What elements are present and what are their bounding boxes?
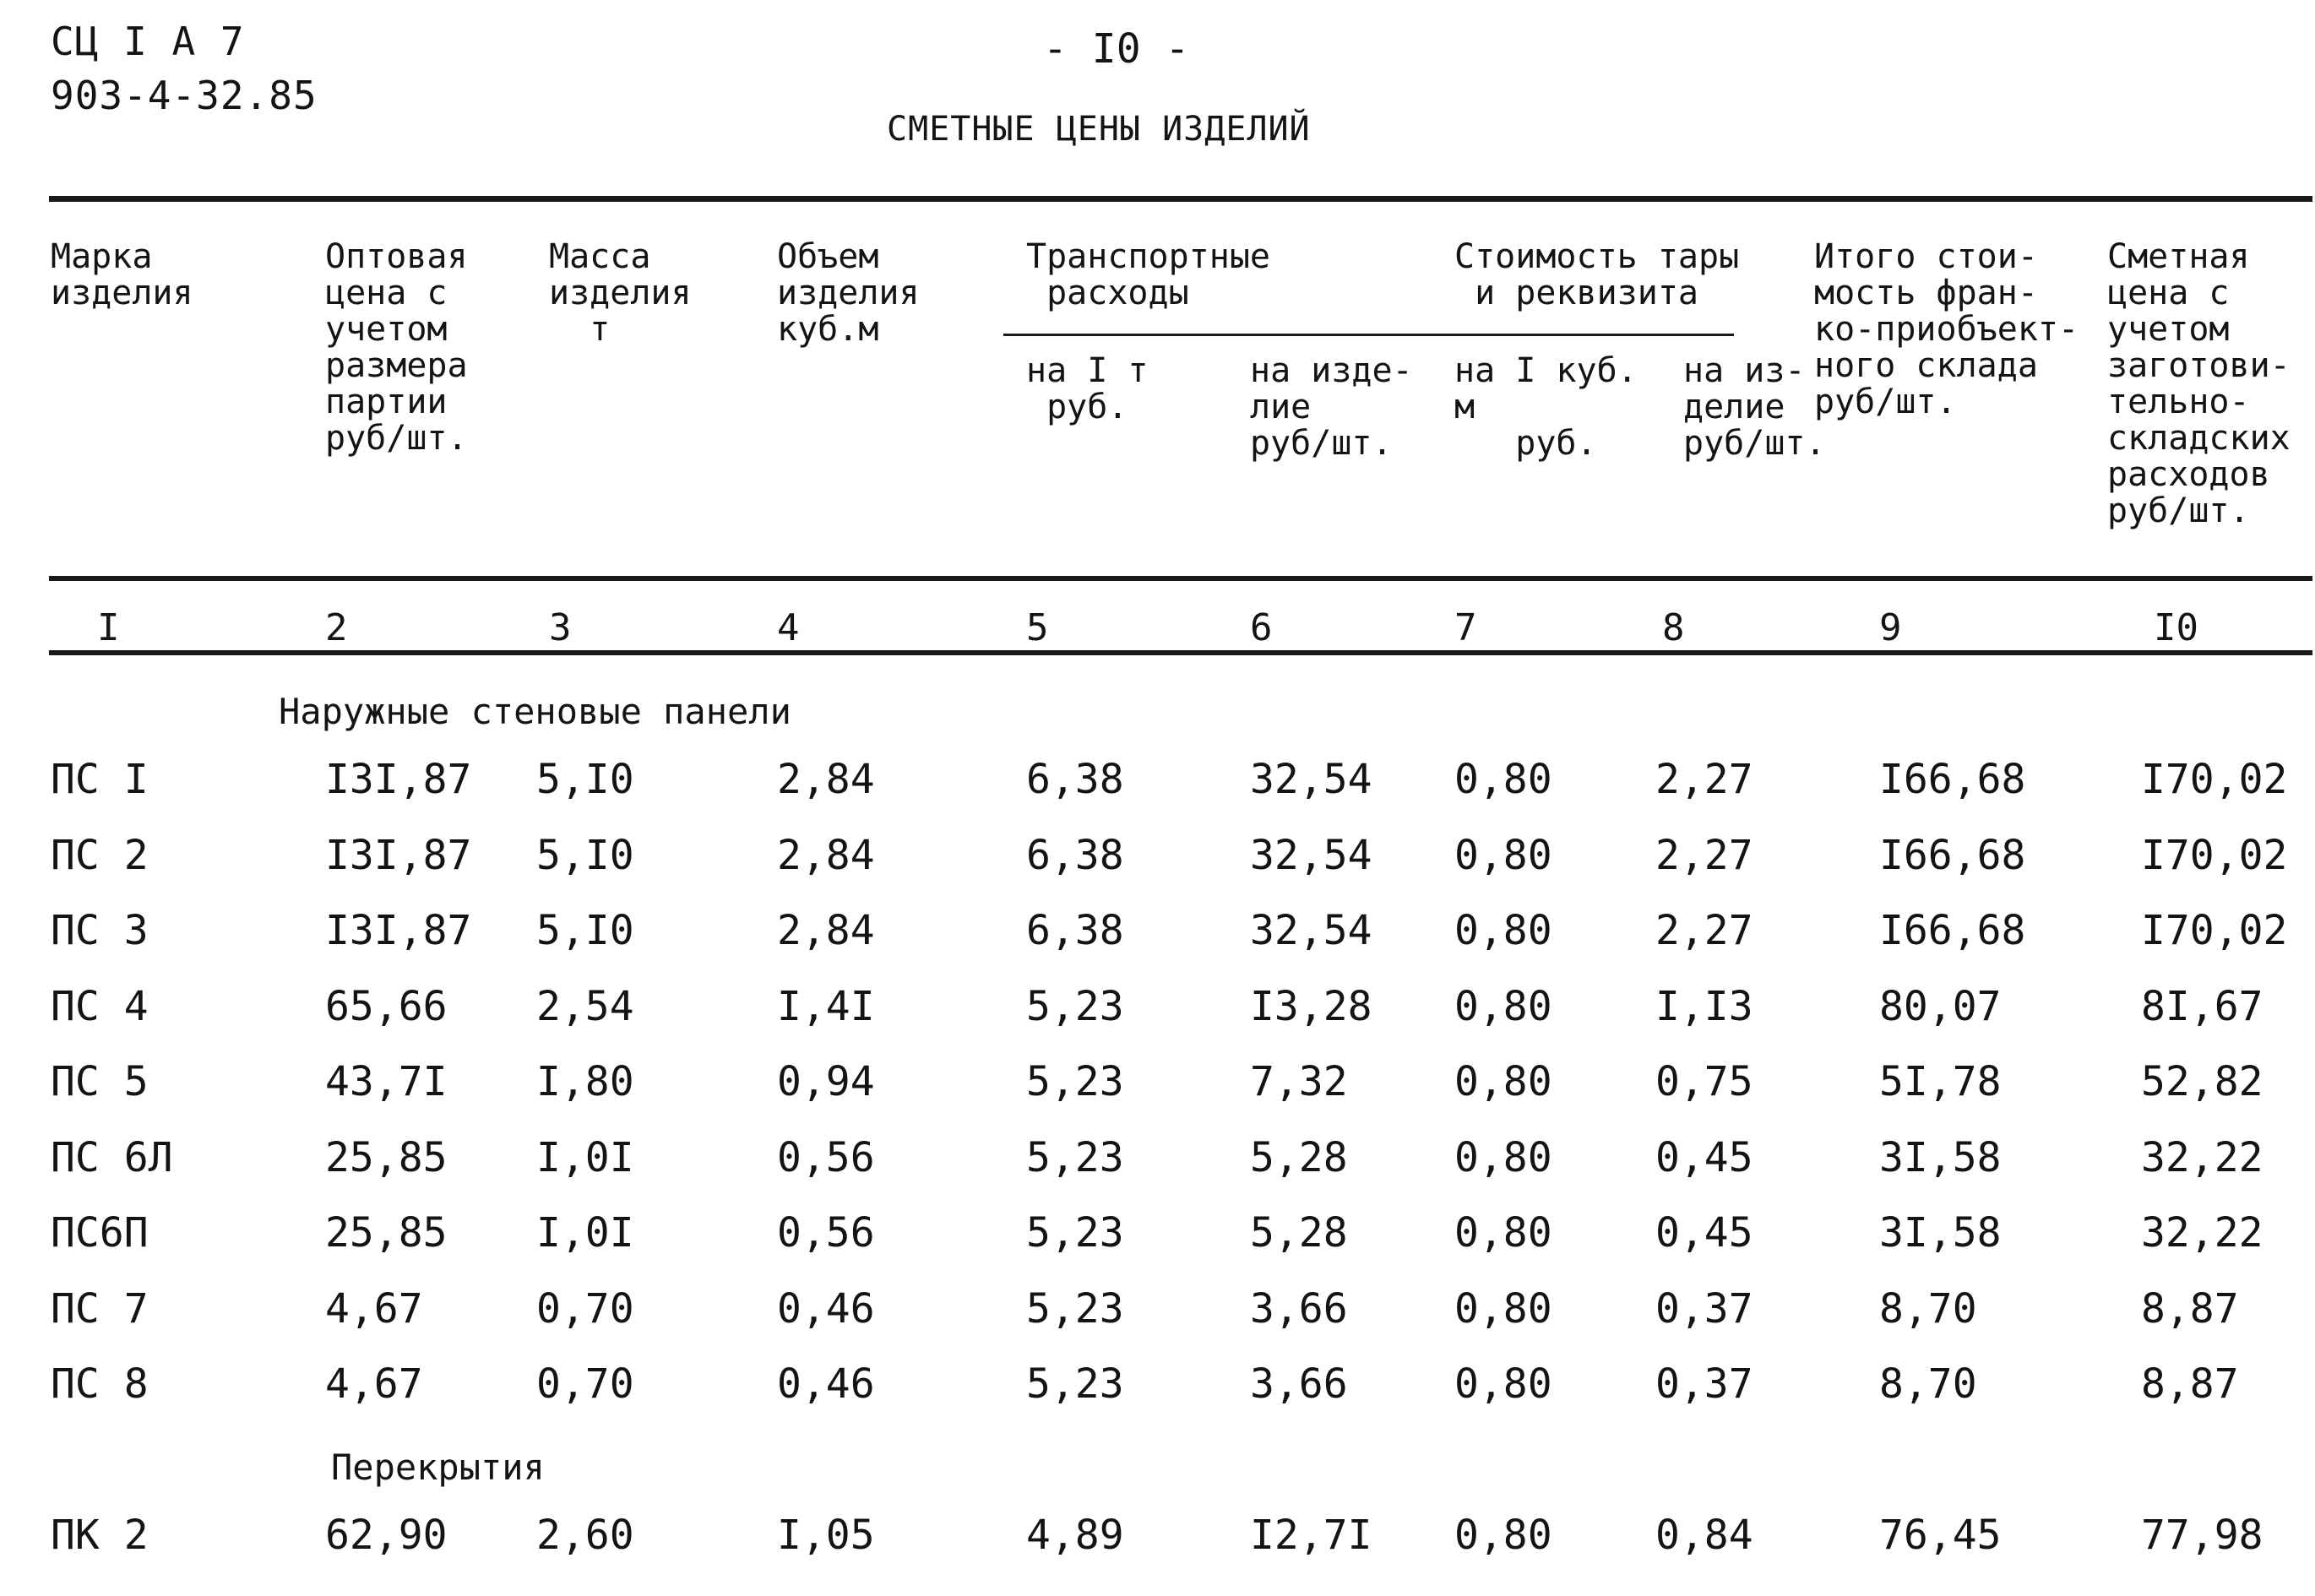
row-mark: ПС 6Л: [51, 1133, 173, 1181]
row-mark: ПК 2: [51, 1512, 149, 1559]
row-value: 25,85: [325, 1133, 448, 1181]
row-value: 0,70: [536, 1284, 634, 1333]
row-value: 0,80: [1454, 1512, 1552, 1559]
group-header-rule: [1003, 334, 1734, 336]
row-value: 5,I0: [536, 756, 634, 803]
row-mark: ПС 3: [51, 907, 149, 954]
table-row: [0, 756, 2315, 806]
row-value: I,80: [536, 1058, 634, 1105]
header-tara-per-item: на из- делие руб/шт.: [1683, 351, 1826, 463]
row-value: 5,I0: [536, 907, 634, 954]
row-mark: ПС6П: [51, 1209, 149, 1257]
column-number: I: [97, 606, 120, 649]
row-value: 5I,78: [1879, 1058, 2002, 1105]
row-value: I,I3: [1655, 982, 1753, 1030]
row-value: 76,45: [1879, 1512, 2002, 1559]
row-value: I,0I: [536, 1209, 634, 1257]
row-value: 65,66: [325, 982, 448, 1030]
row-value: 5,23: [1026, 1209, 1124, 1257]
row-value: 43,7I: [325, 1058, 448, 1105]
row-value: 4,89: [1026, 1512, 1124, 1559]
column-number: 7: [1454, 606, 1477, 649]
row-value: 0,84: [1655, 1512, 1753, 1559]
row-value: 2,60: [536, 1512, 634, 1559]
table-row: [0, 1134, 2315, 1185]
row-value: 62,90: [325, 1512, 448, 1559]
row-value: I70,02: [2141, 907, 2288, 954]
page-number: - I0 -: [1043, 25, 1190, 73]
table-top-rule: [49, 196, 2312, 202]
header-transport-per-item: на изде- лие руб/шт.: [1250, 351, 1413, 463]
row-value: I3I,87: [325, 756, 472, 803]
row-value: 8I,67: [2141, 982, 2263, 1030]
section-title-floors: Перекрытия: [331, 1447, 545, 1488]
column-number: 2: [325, 606, 348, 649]
header-estimate-price: Сметная цена с учетом заготови- тельно- складских расходов руб/шт.: [2107, 237, 2291, 530]
section-title-wall-panels: Наружные стеновые панели: [279, 691, 791, 732]
column-number: 4: [777, 606, 800, 649]
row-mark: ПС 4: [51, 982, 149, 1030]
row-value: 0,80: [1454, 982, 1552, 1030]
column-number: 6: [1250, 606, 1273, 649]
row-value: I66,68: [1879, 831, 2026, 879]
project-number: 903-4-32.85: [51, 73, 318, 118]
column-number: 5: [1026, 606, 1049, 649]
header-tara-per-m3: на I куб. м руб.: [1454, 351, 1638, 463]
column-number: I0: [2154, 606, 2198, 649]
row-value: 0,45: [1655, 1209, 1753, 1257]
row-mark: ПС 8: [51, 1360, 149, 1408]
row-value: 6,38: [1026, 756, 1124, 803]
row-value: 2,84: [777, 756, 875, 803]
row-value: 32,22: [2141, 1209, 2263, 1257]
column-number: 9: [1879, 606, 1902, 649]
row-value: 0,80: [1454, 1058, 1552, 1105]
row-value: 8,70: [1879, 1284, 1977, 1333]
row-value: I2,7I: [1250, 1512, 1372, 1559]
header-transport-per-ton: на I т руб.: [1026, 351, 1149, 426]
row-value: 4,67: [325, 1284, 423, 1333]
table-row: [0, 1285, 2315, 1336]
row-value: 0,45: [1655, 1133, 1753, 1181]
row-value: I3I,87: [325, 831, 472, 879]
row-value: 0,80: [1454, 1284, 1552, 1333]
header-transport-group: Транспортные расходы: [1026, 237, 1270, 312]
header-volume: Объем изделия куб.м: [777, 237, 920, 349]
row-value: 7,32: [1250, 1058, 1348, 1105]
row-value: 0,80: [1454, 1133, 1552, 1181]
row-value: 32,54: [1250, 831, 1372, 879]
row-value: 0,80: [1454, 1360, 1552, 1408]
table-row: [0, 1512, 2315, 1562]
row-value: 77,98: [2141, 1512, 2263, 1559]
row-value: 5,23: [1026, 1058, 1124, 1105]
row-value: I,0I: [536, 1133, 634, 1181]
row-value: I70,02: [2141, 756, 2288, 803]
row-value: 5,23: [1026, 982, 1124, 1030]
row-value: 3,66: [1250, 1284, 1348, 1333]
row-value: 0,56: [777, 1133, 875, 1181]
table-row: [0, 1360, 2315, 1411]
row-value: 6,38: [1026, 831, 1124, 879]
row-mark: ПС 7: [51, 1284, 149, 1333]
table-row: [0, 1209, 2315, 1260]
row-value: 8,87: [2141, 1284, 2239, 1333]
row-value: I70,02: [2141, 831, 2288, 879]
row-value: 6,38: [1026, 907, 1124, 954]
row-value: 2,27: [1655, 756, 1753, 803]
row-value: 5,23: [1026, 1133, 1124, 1181]
row-value: 4,67: [325, 1360, 423, 1408]
row-value: 5,23: [1026, 1284, 1124, 1333]
table-row: [0, 1058, 2315, 1109]
row-value: 5,28: [1250, 1209, 1348, 1257]
header-mark: Марка изделия: [51, 237, 193, 312]
row-value: I66,68: [1879, 756, 2026, 803]
row-value: 0,70: [536, 1360, 634, 1408]
header-total-cost: Итого стои- мость фран- ко-приобъект- ного склада руб/шт.: [1814, 237, 2079, 421]
row-value: 5,23: [1026, 1360, 1124, 1408]
row-value: 0,80: [1454, 1209, 1552, 1257]
row-value: 0,37: [1655, 1284, 1753, 1333]
row-value: I3,28: [1250, 982, 1372, 1030]
row-value: 8,87: [2141, 1360, 2239, 1408]
row-value: I,05: [777, 1512, 875, 1559]
row-value: 32,22: [2141, 1133, 2263, 1181]
row-value: 5,I0: [536, 831, 634, 879]
row-value: 80,07: [1879, 982, 2002, 1030]
row-value: 3I,58: [1879, 1209, 2002, 1257]
row-value: 2,84: [777, 831, 875, 879]
row-value: 32,54: [1250, 756, 1372, 803]
header-bottom-rule: [49, 576, 2312, 581]
row-value: 0,75: [1655, 1058, 1753, 1105]
row-mark: ПС 5: [51, 1058, 149, 1105]
row-mark: ПС I: [51, 756, 149, 803]
row-value: 3I,58: [1879, 1133, 2002, 1181]
row-value: 0,94: [777, 1058, 875, 1105]
document-title: СМЕТНЫЕ ЦЕНЫ ИЗДЕЛИЙ: [887, 110, 1311, 149]
header-wholesale-price: Оптовая цена с учетом размера партии руб/шт.: [325, 237, 468, 458]
row-value: 0,80: [1454, 831, 1552, 879]
column-number: 3: [549, 606, 572, 649]
row-value: I,4I: [777, 982, 875, 1030]
table-row: [0, 907, 2315, 958]
row-value: 2,84: [777, 907, 875, 954]
row-value: I66,68: [1879, 907, 2026, 954]
table-row: [0, 832, 2315, 882]
row-value: 32,54: [1250, 907, 1372, 954]
row-value: 2,27: [1655, 831, 1753, 879]
table-row: [0, 983, 2315, 1034]
row-value: 0,46: [777, 1360, 875, 1408]
row-value: 0,80: [1454, 756, 1552, 803]
header-mass: Масса изделия т: [549, 237, 692, 349]
row-value: I3I,87: [325, 907, 472, 954]
row-value: 3,66: [1250, 1360, 1348, 1408]
column-number-rule: [49, 650, 2312, 655]
row-value: 25,85: [325, 1209, 448, 1257]
document-code: СЦ I А 7: [51, 19, 245, 64]
row-value: 0,37: [1655, 1360, 1753, 1408]
header-tara-group: Стоимость тары и реквизита: [1454, 237, 1740, 312]
row-value: 8,70: [1879, 1360, 1977, 1408]
row-value: 52,82: [2141, 1058, 2263, 1105]
row-value: 0,56: [777, 1209, 875, 1257]
row-value: 2,54: [536, 982, 634, 1030]
row-value: 0,46: [777, 1284, 875, 1333]
row-value: 2,27: [1655, 907, 1753, 954]
row-mark: ПС 2: [51, 831, 149, 879]
row-value: 0,80: [1454, 907, 1552, 954]
column-number: 8: [1662, 606, 1685, 649]
row-value: 5,28: [1250, 1133, 1348, 1181]
